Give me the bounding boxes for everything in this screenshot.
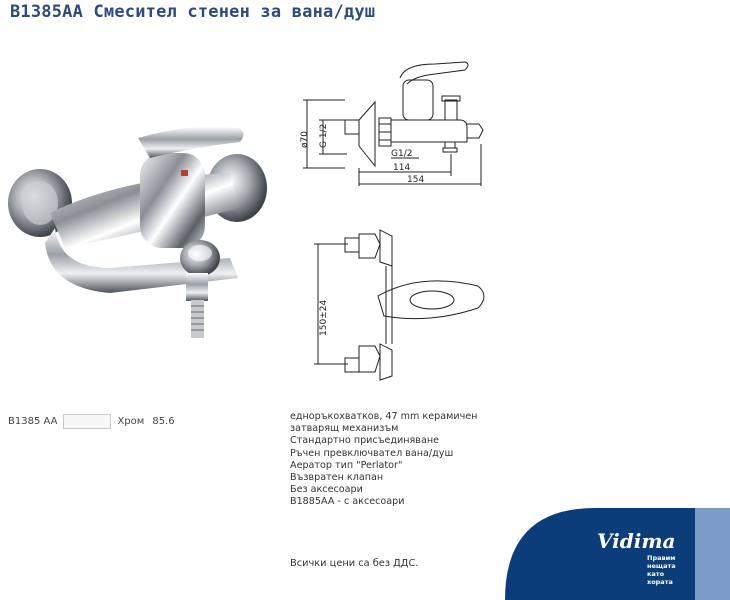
- product-title: B1385AA Смесител стенен за вана/душ: [10, 2, 376, 22]
- list-item: Ръчен превключвател вана/душ: [290, 447, 454, 459]
- front-view-drawing: [300, 216, 500, 386]
- list-item: еднoръкохватков, 47 mm керамичен: [290, 411, 478, 422]
- list-item: Стандартно присъединяване: [290, 435, 439, 447]
- feature-list: [290, 411, 477, 509]
- list-item: Аератор тип "Perlator": [290, 459, 403, 471]
- logo-text: Vidima: [597, 529, 676, 553]
- product-price: 85.6: [152, 416, 175, 427]
- dim-154: 154: [407, 175, 425, 185]
- vat-footnote: Всички цени са без ДДС.: [290, 558, 419, 569]
- dim-thread-bottom: G1/2: [391, 149, 413, 159]
- tagline-line: като: [647, 570, 665, 578]
- tagline-line: Правим: [647, 554, 676, 562]
- finish-swatch: [63, 414, 111, 429]
- list-item: затварящ механизъм: [290, 423, 399, 435]
- product-code: B1385 AA: [8, 416, 58, 427]
- list-item: Възвратен клапан: [290, 472, 384, 484]
- product-photo: [0, 118, 285, 358]
- finish-name: Хром: [117, 416, 145, 427]
- side-view-drawing: [295, 58, 495, 193]
- list-item: Без аксесоари: [290, 484, 363, 496]
- list-item: B1885AA - с аксесоари: [290, 496, 405, 508]
- vidima-logo: [505, 508, 730, 600]
- dim-thread-vertical: G 1/2: [319, 123, 329, 148]
- tagline-line: нещата: [647, 562, 676, 570]
- dim-114: 114: [393, 163, 411, 173]
- dim-diameter: ø70: [300, 131, 310, 148]
- dim-spacing: 150±24: [319, 299, 329, 336]
- tagline-line: хората: [647, 578, 673, 586]
- product-code-row: [8, 414, 175, 429]
